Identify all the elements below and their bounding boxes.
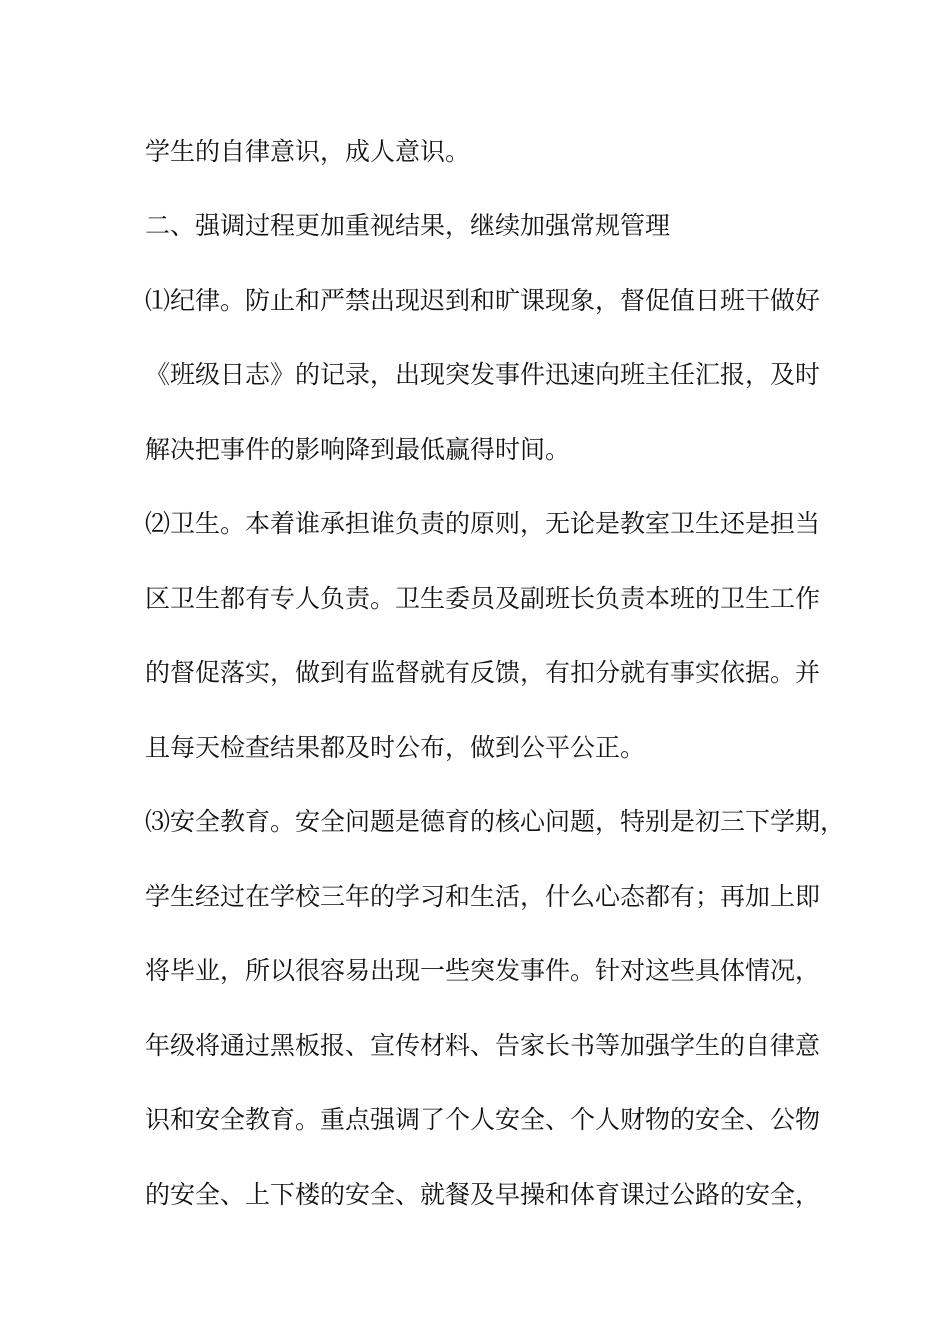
text-line: 的督促落实，做到有监督就有反馈，有扣分就有事实依据。并 [145, 658, 821, 687]
text-line: ⑵卫生。本着谁承担谁负责的原则，无论是教室卫生还是担当 [145, 509, 821, 538]
text-line: 《班级日志》的记录，出现突发事件迅速向班主任汇报，及时 [145, 360, 821, 389]
text-line: 且每天检查结果都及时公布，做到公平公正。 [145, 733, 646, 762]
text-line: 学生的自律意识，成人意识。 [145, 137, 471, 166]
text-line: 年级将通过黑板报、宣传材料、告家长书等加强学生的自律意 [145, 1031, 821, 1060]
text-line: ⑴纪律。防止和严禁出现迟到和旷课现象，督促值日班干做好 [145, 286, 821, 315]
text-line: 的安全、上下楼的安全、就餐及早操和体育课过公路的安全， [145, 1180, 821, 1209]
text-line: 识和安全教育。重点强调了个人安全、个人财物的安全、公物 [145, 1105, 821, 1134]
text-line: 学生经过在学校三年的学习和生活，什么心态都有；再加上即 [145, 882, 821, 911]
text-line: 区卫生都有专人负责。卫生委员及副班长负责本班的卫生工作 [145, 584, 821, 613]
text-line: ⑶安全教育。安全问题是德育的核心问题，特别是初三下学期， [145, 807, 846, 836]
text-line: 将毕业，所以很容易出现一些突发事件。针对这些具体情况， [145, 956, 821, 985]
text-line: 解决把事件的影响降到最低赢得时间。 [145, 435, 571, 464]
section-heading: 二、强调过程更加重视结果，继续加强常规管理 [145, 211, 671, 240]
